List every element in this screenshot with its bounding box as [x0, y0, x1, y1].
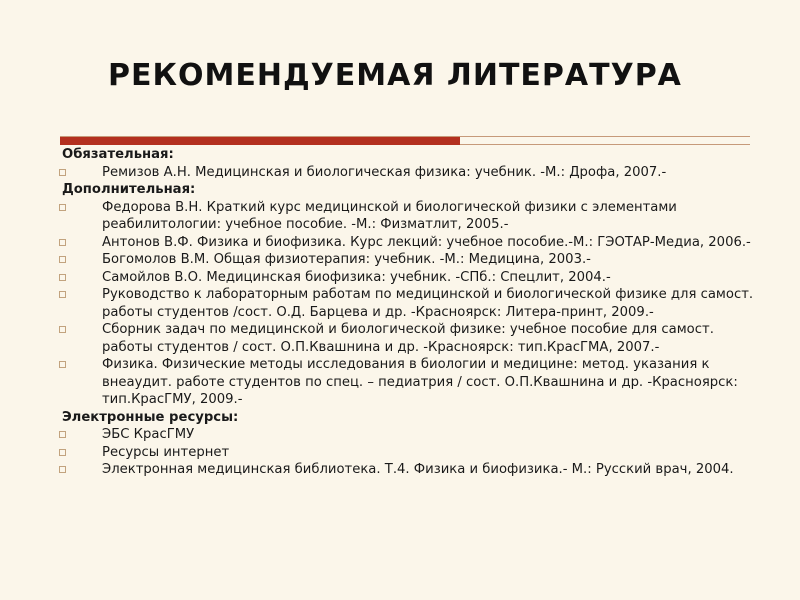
list-item-text: Федорова В.Н. Краткий курс медицинской и биологической физики с элементами реабилитологии: учебное пособие. -М.: Физматлит, 2005.- — [102, 199, 677, 232]
list-item-text: Руководство к лабораторным работам по медицинской и биологической физике для самост. работы студентов /сост. О.Д. Барцева и др. -Красноярск: Литера-принт, 2009.- — [102, 287, 754, 320]
bullet-icon — [59, 239, 66, 246]
section-heading-electronic: Электронные ресурсы: — [62, 409, 239, 425]
list-item-text: Сборник задач по медицинской и биологической физике: учебное пособие для самост. работы студентов / сост. О.П.Квашнина и др. -Красноярск: тип.КрасГМА, 2007.- — [102, 322, 714, 355]
list-item — [58, 444, 758, 462]
list-item-text: Электронная медицинская библиотека. Т.4. Физика и биофизика.- М.: Русский врач, 2004. — [102, 462, 734, 477]
list-item — [58, 426, 758, 444]
list-item-text: Богомолов В.М. Общая физиотерапия: учебник. -М.: Медицина, 2003.- — [102, 252, 591, 267]
list-item-text: Ремизов А.Н. Медицинская и биологическая физика: учебник. -М.: Дрофа, 2007.- — [102, 164, 667, 180]
list-item — [58, 321, 758, 356]
slide-title: РЕКОМЕНДУЕМАЯ ЛИТЕРАТУРА — [108, 58, 682, 93]
list-item — [58, 269, 758, 287]
list-item-text: Антонов В.Ф. Физика и биофизика. Курс лекций: учебное пособие.-М.: ГЭОТАР-Медиа, 2006.- — [102, 234, 751, 250]
list-item-text: ЭБС КрасГМУ — [102, 427, 195, 442]
list-item — [58, 286, 758, 321]
bullet-icon — [59, 204, 66, 211]
bullet-icon — [59, 169, 66, 176]
bullet-icon — [59, 326, 66, 333]
list-item-text: Ресурсы интернет — [102, 444, 230, 460]
section-heading-additional: Дополнительная: — [62, 182, 196, 197]
bullet-icon — [59, 361, 66, 368]
list-item — [58, 461, 758, 479]
divider-rule-lower — [460, 144, 750, 145]
literature-list — [58, 146, 758, 479]
list-item — [58, 164, 758, 182]
divider-accent-bar — [60, 137, 460, 145]
bullet-icon — [59, 466, 66, 473]
bullet-icon — [59, 256, 66, 263]
list-item-text: Физика. Физические методы исследования в биологии и медицине: метод. указания к внеаудит. работе студентов по спец. – педиатрия / сост. О.П.Квашнина и др. -Красноярск: тип.КрасГМУ, 2009.- — [102, 357, 738, 407]
bullet-icon — [59, 274, 66, 281]
list-item-text: Самойлов В.О. Медицинская биофизика: учебник. -СПб.: Спецлит, 2004.- — [102, 269, 611, 285]
title-divider — [60, 136, 750, 146]
list-item — [58, 234, 758, 252]
list-item — [58, 199, 758, 234]
bullet-icon — [59, 291, 66, 298]
list-item — [58, 356, 758, 409]
bullet-icon — [59, 431, 66, 438]
list-item — [58, 251, 758, 269]
bullet-icon — [59, 449, 66, 456]
section-heading-required: Обязательная: — [62, 147, 174, 162]
